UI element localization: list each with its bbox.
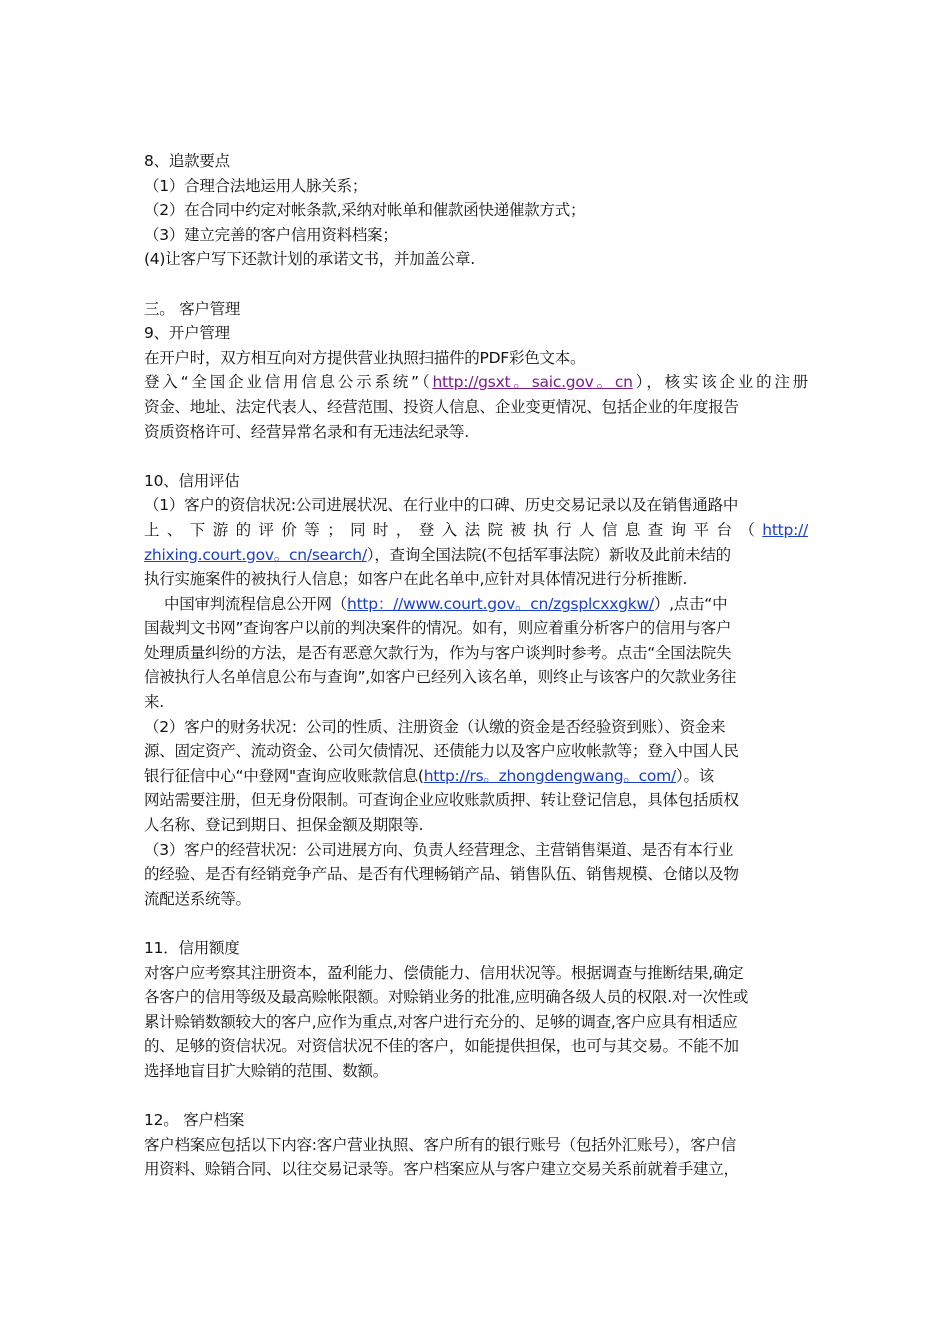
paragraph-line: 资质资格许可、经营异常名录和有无违法纪录等. [144,422,469,441]
spacer [144,911,808,936]
text-run: ），查询全国法院(不包括军事法院）新收及此前未结的 [366,545,731,564]
paragraph-line: 来. [144,693,164,712]
paragraph-line: 客户档案应包括以下内容:客户营业执照、客户所有的银行账号（包括外汇账号），客户信 [144,1135,736,1154]
spacer [144,1084,808,1109]
paragraph-line: （3）客户的经营状况：公司进展方向、负责人经营理念、主营销售渠道、是否有本行业 [144,840,734,859]
paragraph-line [144,592,808,617]
paragraph-line: 网站需要注册，但无身份限制。可查询企业应收账款质押、转让登记信息，具体包括质权 [144,791,739,810]
zhongdengwang-link[interactable]: http://rs。zhongdengwang。com/ [423,766,676,785]
list-item: （2）在合同中约定对帐条款,采纳对帐单和催款函快递催款方式； [144,201,586,220]
paragraph-line [144,543,808,568]
zhixing-link-part2[interactable]: zhixing.court.gov。cn/search/ [144,545,367,564]
section-12-title: 12。 客户档案 [144,1111,245,1130]
paragraph-line [144,518,808,543]
paragraph-line: 资金、地址、法定代表人、经营范围、投资人信息、企业变更情况、包括企业的年度报告 [144,397,739,416]
paragraph-line [144,764,808,789]
paragraph-line: 流配送系统等。 [144,889,251,908]
text-run: 登入“全国企业信用信息公示系统”（ [144,373,433,392]
spacer [144,272,808,297]
section-11-title: 11．信用额度 [144,939,240,957]
paragraph-line: 累计赊销数额较大的客户,应作为重点,对客户进行充分的、足够的调查,客户应具有相适应 [144,1012,738,1031]
list-item: （1）合理合法地运用人脉关系； [144,176,368,195]
section-10-title: 10、信用评估 [144,471,240,490]
text-run: ）,点击“中 [653,594,728,613]
paragraph-line: 用资料、赊销合同、以往交易记录等。客户档案应从与客户建立交易关系前就着手建立， [144,1160,739,1179]
paragraph-line [144,370,808,395]
paragraph-line: 处理质量纠纷的方法，是否有恶意欠款行为，作为与客户谈判时参考。点击“全国法院失 [144,643,732,662]
zhixing-link-part1[interactable]: http:// [762,520,808,539]
part-3-heading: 三。 客户管理 [144,299,241,318]
section-9-title: 9、开户管理 [144,324,230,343]
paragraph-line: 对客户应考察其注册资本，盈利能力、偿债能力、信用状况等。根据调查与推断结果,确定 [144,963,744,982]
paragraph-line: 选择地盲目扩大赊销的范围、数额。 [144,1061,389,1080]
document-page [144,149,808,1182]
text-run: 中国审判流程信息公开网（ [164,594,348,613]
paragraph-line: 的、足够的资信状况。对资信状况不佳的客户，如能提供担保，也可与其交易。不能不加 [144,1037,739,1056]
text-run: ），核实该企业的注册 [632,373,808,392]
paragraph-line: 人名称、登记到期日、担保金额及期限等. [144,816,424,835]
text-run: ）。该 [675,766,714,785]
text-run: 银行征信中心“中登网"查询应收账款信息( [144,766,424,785]
paragraph-line: 源、固定资产、流动资金、公司欠债情况、还债能力以及客户应收帐款等；登入中国人民 [144,742,739,761]
paragraph-line: 的经验、是否有经销竞争产品、是否有代理畅销产品、销售队伍、销售规模、仓储以及物 [144,865,739,884]
list-item: (4)让客户写下还款计划的承诺文书，并加盖公章. [144,250,475,269]
paragraph-line: （1）客户的资信状况:公司进展状况、在行业中的口碑、历史交易记录以及在销售通路中 [144,496,739,515]
paragraph-line: 信被执行人名单信息公布与查询”,如客户已经列入该名单，则终止与该客户的欠款业务往 [144,668,736,687]
court-link[interactable]: http：//www.court.gov。cn/zgsplcxxgkw/ [347,594,654,613]
paragraph-line: （2）客户的财务状况：公司的性质、注册资金（认缴的资金是否经验资到账）、资金来 [144,717,726,736]
gsxt-link[interactable]: http://gsxt。saic.gov。cn [432,373,633,392]
list-item: （3）建立完善的客户信用资料档案； [144,225,398,244]
paragraph-line: 在开户时，双方相互向对方提供营业执照扫描件的PDF彩色文本。 [144,348,586,367]
section-8-title: 8、追款要点 [144,152,230,170]
paragraph-line: 国裁判文书网”查询客户以前的判决案件的情况。如有，则应着重分析客户的信用与客户 [144,619,732,638]
text-run: 上、下游的评价等；同时，登入法院被执行人信息查询平台（ [144,520,763,539]
paragraph-line: 执行实施案件的被执行人信息；如客户在此名单中,应针对具体情况进行分析推断. [144,570,688,589]
paragraph-line: 各客户的信用等级及最高赊帐限额。对赊销业务的批准,应明确各级人员的权限.对一次性或 [144,988,749,1007]
spacer [144,444,808,469]
